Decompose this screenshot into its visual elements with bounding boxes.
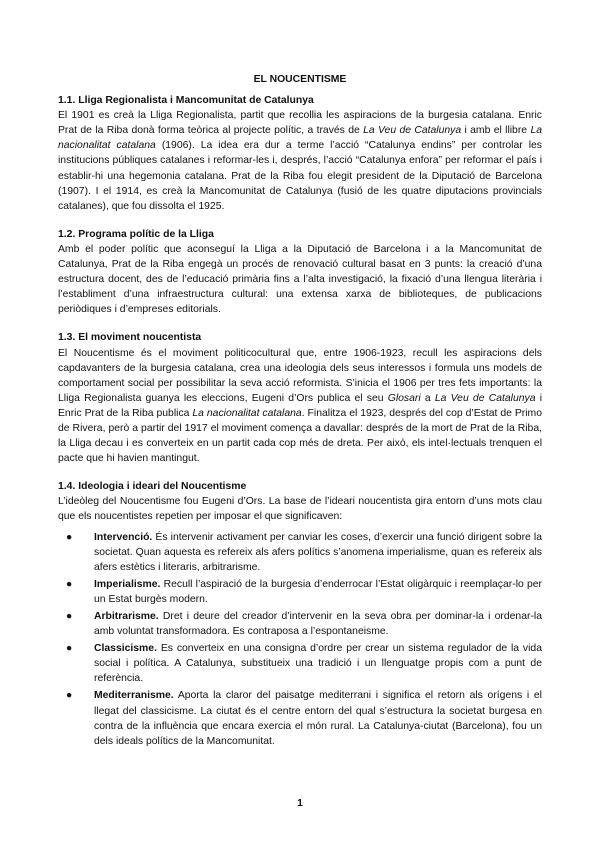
section-programa-politic (58, 227, 542, 318)
document-title: EL NOUCENTISME (253, 74, 347, 85)
page-number: 1 (297, 798, 303, 809)
section-paragraph: Amb el poder polític que aconseguí la Lliga a la Diputació de Barcelona i a la Mancomunitat de Catalunya, Prat de la Riba engegà un procés de renovació cultural basat en 3 punts: la creació d’una estructura docent, des de l’educació primària fins a l’alta investigació, la fixació d’una llengua literària i l’establiment d’una infraestructura cultural: una extensa xarxa de biblioteques, de publicacions periòdiques i d’empreses editorials. (58, 243, 542, 316)
list-item: ● Arbitrarisme. Dret i deure del creador d’intervenir en la seva obra per dominar-la i ordenar-la amb voluntat transformadora. Es contraposa a l’espontaneisme. (66, 611, 542, 638)
section-heading: 1.3. El moviment noucentista (58, 332, 202, 344)
bullet-icon: ● (66, 643, 73, 655)
section-lliga-mancomunitat (58, 93, 542, 214)
bullet-icon: ● (66, 611, 73, 622)
bullet-icon: ● (66, 531, 73, 543)
section-moviment-noucentista (58, 330, 542, 466)
section-ideologia-ideari (58, 479, 542, 749)
bullet-icon: ● (66, 578, 73, 590)
section-paragraph: El Noucentisme és el moviment politicocultural que, entre 1906-1923, recull les aspiracions dels capdavanters de la burgesia catalana, crea una ideologia dels seus interessos i formula uns models de comportament social per possibilitar la seva acció reformista. S’inicia el 1906 per tres fets importants: la Lliga Regionalista guanya les eleccions, Eugeni d’Ors publica el seu Glosari a La Veu de Catalunya i Enric Prat de la Riba publica La nacionalitat catalana. Finalitza el 1923, després del cop d’Estat de Primo de Rivera, però a partir del 1917 el moviment comença a davallar: després de la mort de Prat de la Riba, la Lliga decau i es converteix en un partit cada cop més de dreta. Per això, els intel·lectuals trenquen el pacte que hi havien mantingut. (58, 347, 542, 465)
list-item: ● Intervenció. És intervenir activament per canviar les coses, d’exercir una funció dirigent sobre la societat. Quan aquesta es refereix als afers polítics s’anomena imperialisme, quan es refereix als afers estètics i literaris, arbitrarisme. (66, 531, 542, 573)
list-item: ● Classicisme. Es converteix en una consigna d’ordre per crear un sistema regulador de la vida social i política. A Catalunya, substitueix una tradició i un llenguatge propis com a punt de referència. (66, 643, 542, 685)
section-heading: 1.4. Ideologia i ideari del Noucentisme (58, 481, 247, 493)
bullet-icon: ● (66, 690, 73, 702)
section-heading: 1.1. Lliga Regionalista i Mancomunitat de Catalunya (58, 95, 314, 107)
list-item: ● Mediterranisme. Aporta la claror del paisatge mediterrani i significa el retorn als orígens i el llegat del classicisme. La ciutat és el centre entorn del qual s’estructura la societat burgesa en contra de la influència que encara exercia el món rural. La Catalunya-ciutat (Barcelona), fou un dels ideals polítics de la Mancomunitat. (66, 690, 542, 747)
document-page (58, 72, 542, 762)
section-paragraph: L’ideòleg del Noucentisme fou Eugeni d’Ors. La base de l’ideari noucentista gira entorn d’uns mots clau que els noucentistes repetien per imposar el que significaven: (58, 496, 542, 523)
section-paragraph: El 1901 es creà la Lliga Regionalista, partit que recollia les aspiracions de la burgesia catalana. Enric Prat de la Riba donà forma teòrica al projecte polític, a través de La Veu de Catalunya i amb el llibre La nacionalitat catalana (1906). La idea era dur a terme l’acció “Catalunya endins” per controlar les institucions públiques catalanes i reformar-les i, després, l’acció “Catalunya enfora” per reformar el país i establir-hi una hegemonia catalana. Prat de la Riba fou elegit president de la Diputació de Barcelona (1907). I el 1914, es creà la Mancomunitat de Catalunya (fusió de les quatre diputacions provincials catalanes), que fou dissolta el 1925. (58, 110, 542, 212)
keyword-list (58, 530, 542, 749)
list-item: ● Imperialisme. Recull l’aspiració de la burgesia d’enderrocar l’Estat oligàrquic i reemplaçar-lo per un Estat burgès modern. (66, 578, 542, 605)
section-heading: 1.2. Programa polític de la Lliga (58, 228, 214, 240)
